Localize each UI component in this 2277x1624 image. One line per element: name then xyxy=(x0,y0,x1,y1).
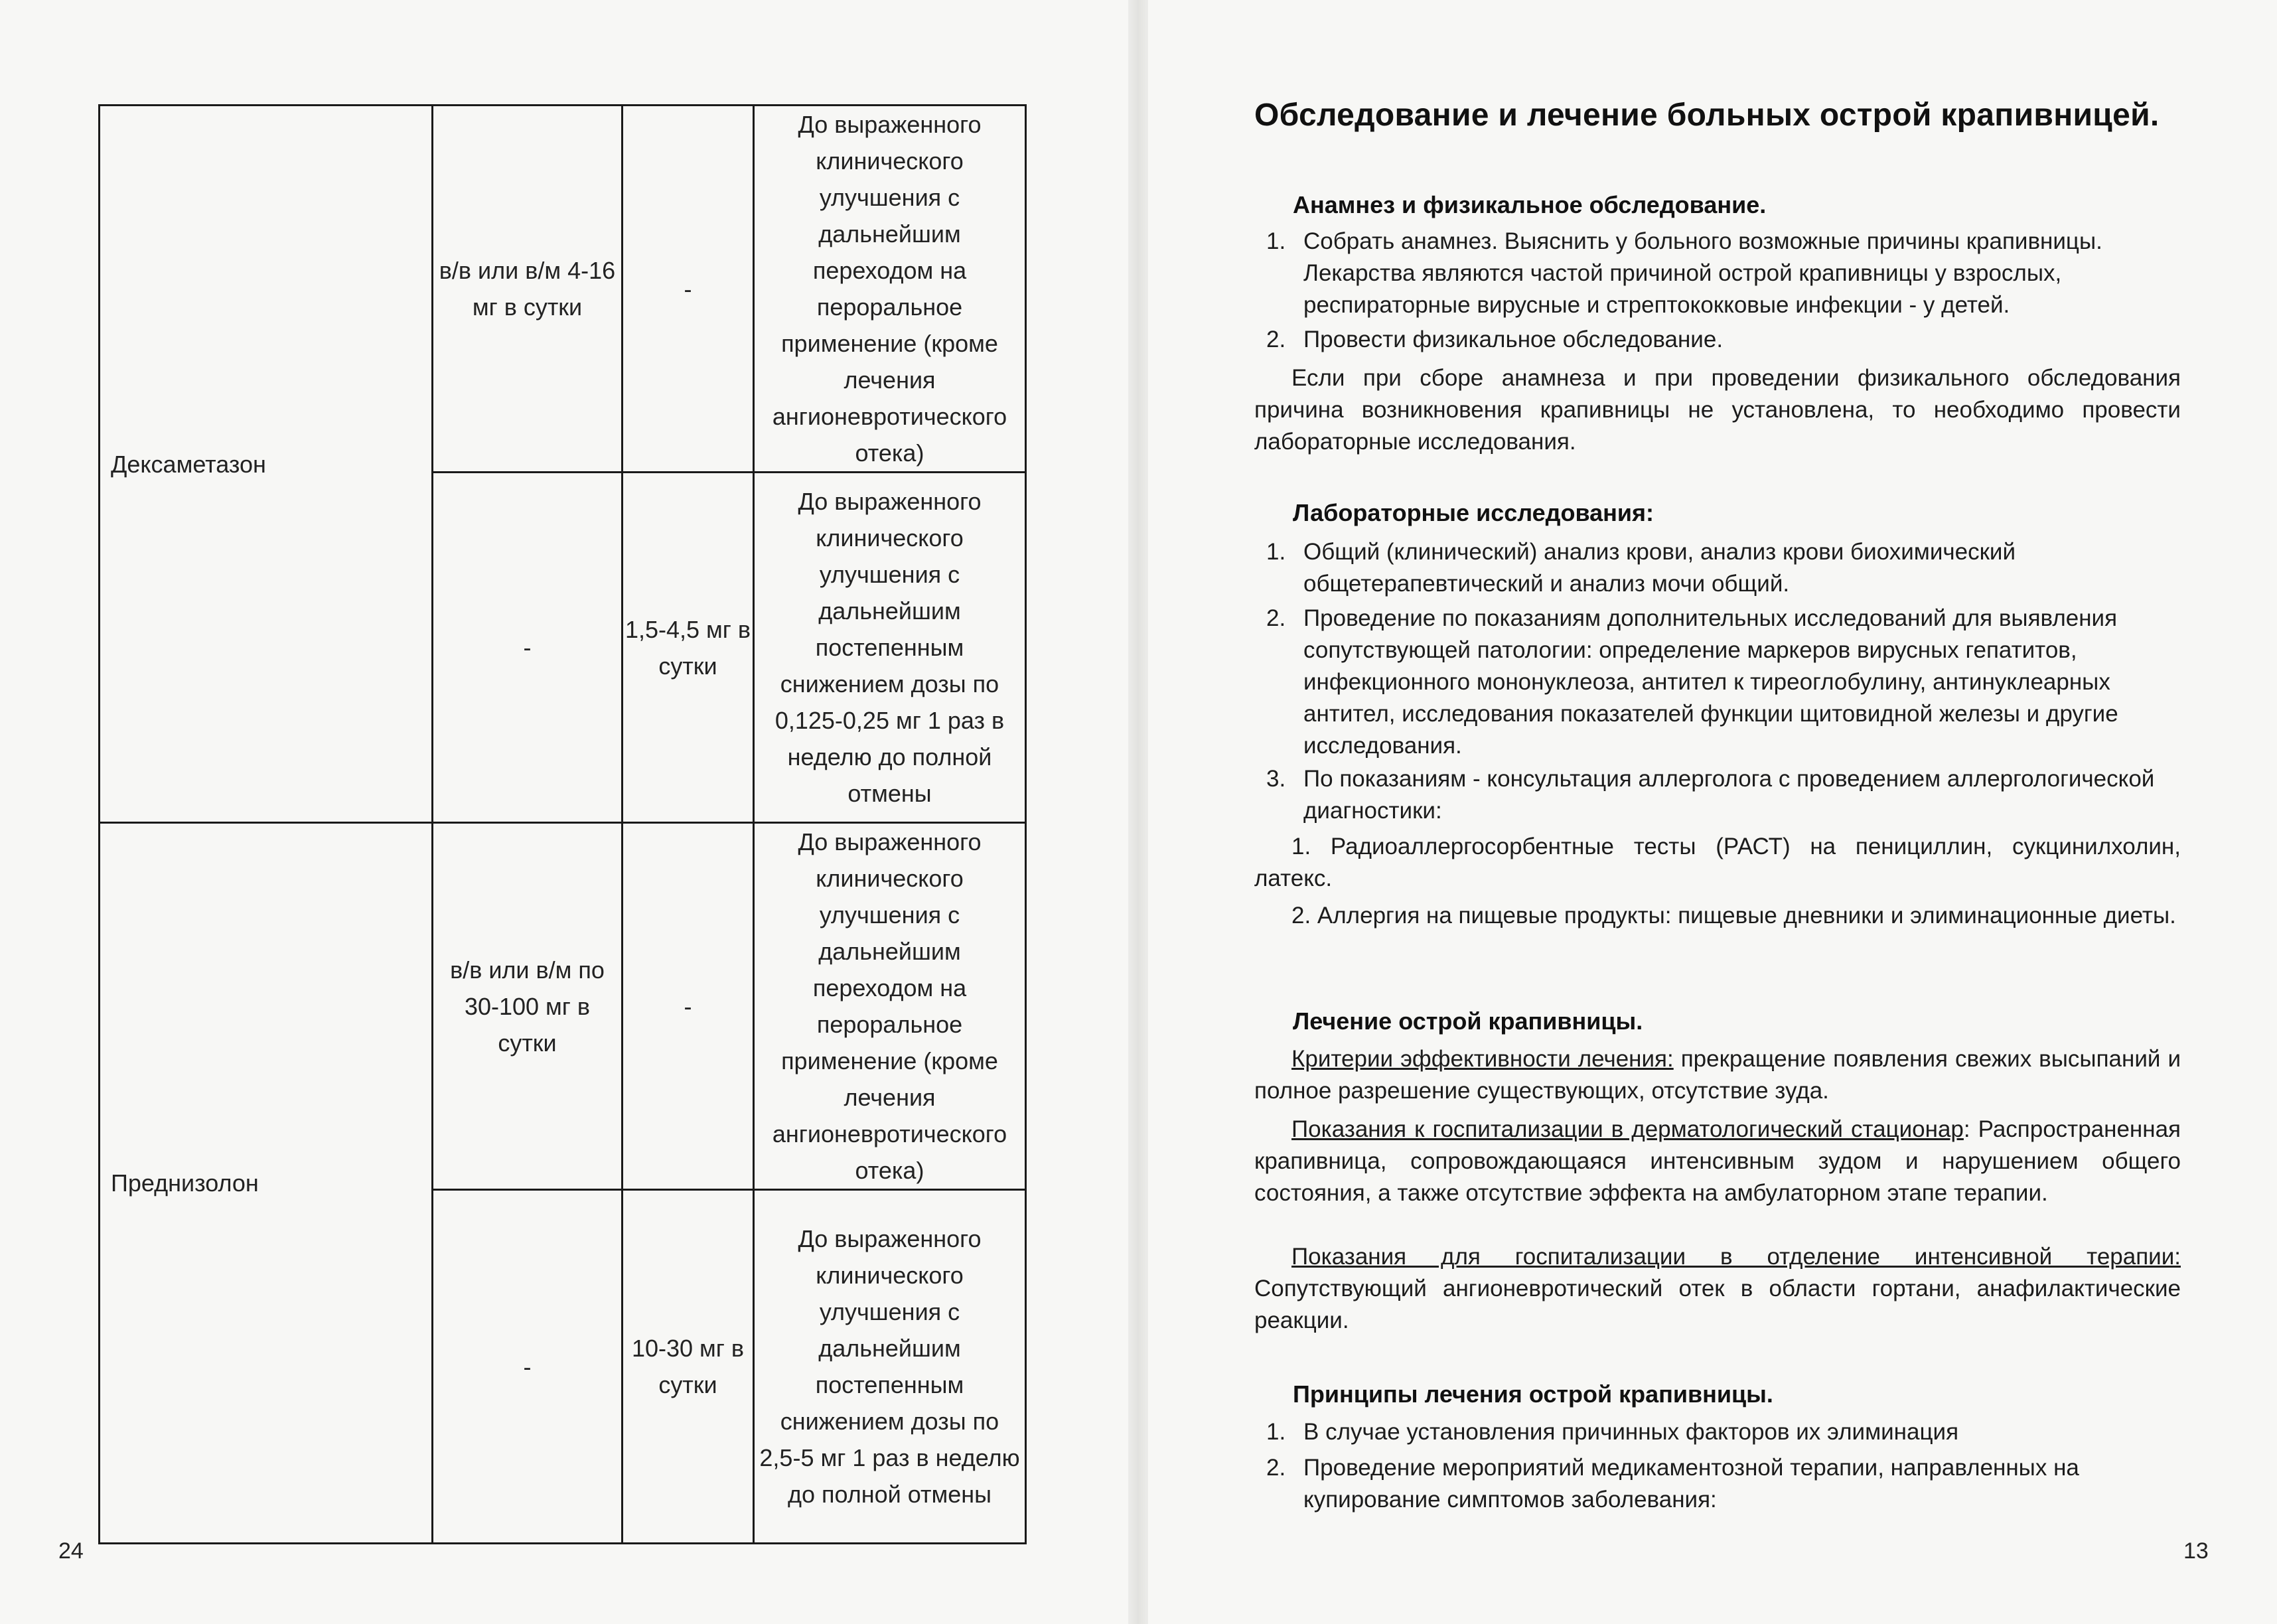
list-item-number: 1. xyxy=(1266,1419,1286,1445)
page-number-left: 24 xyxy=(58,1538,84,1564)
list-item-number: 1. xyxy=(1266,228,1286,254)
list-item xyxy=(1266,1452,2181,1516)
list-item-text: Провести физикальное обследование. xyxy=(1303,327,1724,352)
book-spine xyxy=(1128,0,1148,1624)
section-heading-treatment: Лечение острой крапивницы. xyxy=(1293,1007,1643,1035)
paragraph: Если при сборе анамнеза и при проведении физикального обследования причина возникновения крапивницы не установлена, то необходимо провести лабораторные исследования. xyxy=(1254,365,2181,455)
duration-cell: До выраженного клинического улучшения с дальнейшим постепенным снижением дозы по 0,125-0,25 мг 1 раз в неделю до полной отмены xyxy=(754,473,1026,823)
duration-cell: До выраженного клинического улучшения с дальнейшим постепенным снижением дозы по 2,5-5 мг 1 раз в неделю до полной отмены xyxy=(754,1190,1026,1544)
paragraph-hosp-derm xyxy=(1254,1114,2181,1209)
criteria-text: прекращение появления свежих высыпаний и полное разрешение существующих, отсутствие зуда. xyxy=(1254,1046,2181,1104)
iv-im-dose-cell: в/в или в/м по 30-100 мг в сутки xyxy=(433,823,623,1190)
paragraph-hosp-icu xyxy=(1254,1241,2181,1337)
list-item xyxy=(1266,536,2181,600)
list-item xyxy=(1266,324,2181,356)
hosp-icu-label: Показания для госпитализации в отделение интенсивной терапии: xyxy=(1291,1244,2181,1270)
list-item-text: Собрать анамнез. Выяснить у больного возможные причины крапивницы. Лекарства являются частой причиной острой крапивницы у взрослых, респираторные вирусные и стрептококковые инфекции - у детей. xyxy=(1303,228,2102,318)
list-item-number: 2. xyxy=(1266,605,1286,631)
iv-im-dose-cell: в/в или в/м 4-16 мг в сутки xyxy=(433,106,623,473)
page-number-right: 13 xyxy=(2183,1538,2209,1564)
dosage-table xyxy=(98,104,1027,1544)
table-row xyxy=(100,106,1026,473)
list-item-text: В случае установления причинных факторов их элиминация xyxy=(1303,1419,1959,1445)
oral-dose-cell: 10-30 мг в сутки xyxy=(623,1190,754,1544)
list-item-number: 1. xyxy=(1266,539,1286,565)
page-title: Обследование и лечение больных острой крапивницей. xyxy=(1254,98,2160,133)
section-heading-lab: Лабораторные исследования: xyxy=(1293,499,1654,526)
hosp-derm-label: Показания к госпитализации в дерматологический стационар xyxy=(1291,1116,1964,1142)
section-heading-anamnesis: Анамнез и физикальное обследование. xyxy=(1293,191,1767,218)
list-item-text: По показаниям - консультация аллерголога с проведением аллергологической диагностики: xyxy=(1303,766,2155,824)
list-item-text: Проведение по показаниям дополнительных исследований для выявления сопутствующей патологии: определение маркеров вирусных гепатитов, инфекционного мононуклеоза, антител к тиреоглобулину, антинуклеарных антител, исследования показателей функции щитовидной железы и другие исследования. xyxy=(1303,605,2118,759)
list-item-number: 2. xyxy=(1266,1455,1286,1481)
duration-cell: До выраженного клинического улучшения с дальнейшим переходом на пероральное применение (кроме лечения ангионевротического отека) xyxy=(754,823,1026,1190)
iv-im-dose-cell: - xyxy=(433,473,623,823)
sub-list-item: 1. Радиоаллергосорбентные тесты (РАСТ) на пенициллин, сукцинилхолин, латекс. xyxy=(1254,834,2181,891)
hosp-icu-text: Сопутствующий ангионевротический отек в области гортани, анафилактические реакции. xyxy=(1254,1276,2181,1333)
table-row xyxy=(100,823,1026,1190)
oral-dose-cell: - xyxy=(623,106,754,473)
oral-dose-cell: 1,5-4,5 мг в сутки xyxy=(623,473,754,823)
list-item xyxy=(1266,763,2181,827)
section-heading-principles: Принципы лечения острой крапивницы. xyxy=(1293,1380,1773,1408)
list-item xyxy=(1266,603,2181,762)
hosp-derm-text: : Распространенная крапивница, сопровождающаяся интенсивным зудом и нарушением общего состояния, а также отсутствие эффекта на амбулаторном этапе терапии. xyxy=(1254,1116,2181,1206)
list-item-number: 2. xyxy=(1266,327,1286,352)
oral-dose-cell: - xyxy=(623,823,754,1190)
list-item-text: Проведение мероприятий медикаментозной терапии, направленных на купирование симптомов заболевания: xyxy=(1303,1455,2079,1513)
list-item-text: Общий (клинический) анализ крови, анализ крови биохимический общетерапевтический и анализ мочи общий. xyxy=(1303,539,2016,597)
duration-cell: До выраженного клинического улучшения с дальнейшим переходом на пероральное применение (кроме лечения ангионевротического отека) xyxy=(754,106,1026,473)
sub-list-item: 2. Аллергия на пищевые продукты: пищевые дневники и элиминационные диеты. xyxy=(1291,903,2176,928)
paragraph-criteria xyxy=(1254,1043,2181,1107)
iv-im-dose-cell: - xyxy=(433,1190,623,1544)
drug-name-cell: Дексаметазон xyxy=(100,106,433,823)
drug-name-cell: Преднизолон xyxy=(100,823,433,1544)
criteria-label: Критерии эффективности лечения: xyxy=(1291,1046,1674,1072)
list-item-number: 3. xyxy=(1266,766,1286,792)
list-item xyxy=(1266,226,2181,321)
list-item xyxy=(1266,1416,2181,1448)
